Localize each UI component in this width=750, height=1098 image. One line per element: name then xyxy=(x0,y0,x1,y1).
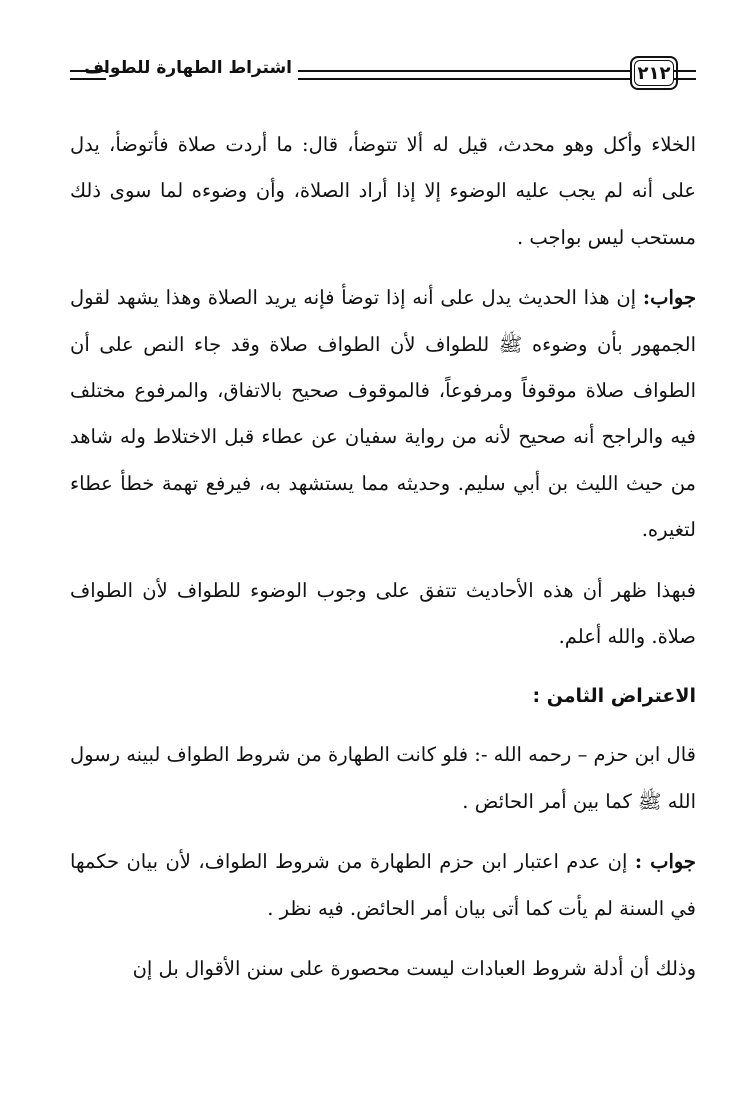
paragraph-4: قال ابن حزم – رحمه الله -: فلو كانت الطهارة من شروط الطواف لبينه رسول الله ﷺ كما بين أمر الحائض . xyxy=(70,743,696,813)
page-number: ٢١٢ xyxy=(630,56,678,90)
header-rule-right xyxy=(674,70,696,80)
answer-label-2: جواب : xyxy=(634,850,696,874)
paragraph-1: الخلاء وأكل وهو محدث، قيل له ألا تتوضأ، قال: ما أردت صلاة فأتوضأ، يدل على أنه لم يجب عليه الوضوء إلا إذا أراد الصلاة، وأن وضوءه لما سوى ذلك مستحب ليس بواجب . xyxy=(70,133,696,249)
section-heading: الاعتراض الثامن : xyxy=(532,685,696,708)
running-title: اشتراط الطهارة للطواف xyxy=(84,58,292,78)
paragraph-3: فبهذا ظهر أن هذه الأحاديث تتفق على وجوب الوضوء للطواف لأن الطواف صلاة. والله أعلم. xyxy=(70,578,696,649)
page-header xyxy=(70,56,696,96)
paragraph-5-text: إن عدم اعتبار ابن حزم الطهارة من شروط الطواف، لأن بيان حكمها في السنة لم يأت كما أتى بيان أمر الحائض. فيه نظر . xyxy=(70,850,696,920)
paragraph-6: وذلك أن أدلة شروط العبادات ليست محصورة على سنن الأقوال بل إن xyxy=(132,957,696,981)
page-body xyxy=(70,122,696,1007)
answer-label: جواب: xyxy=(642,286,696,310)
paragraph-5 xyxy=(70,839,696,932)
header-rule-middle xyxy=(298,70,630,80)
paragraph-2 xyxy=(70,275,696,553)
paragraph-2-text: إن هذا الحديث يدل على أنه إذا توضأ فإنه يريد الصلاة وهذا يشهد لقول الجمهور بأن وضوءه ﷺ للطواف لأن الطواف صلاة وقد جاء النص على أن الطواف صلاة موقوفاً ومرفوعاً، فالموقوف صحيح بالاتفاق، والمرفوع مختلف فيه والراجح أنه صحيح لأنه من رواية سفيان عن عطاء قبل الاختلاط وله شاهد من حيث الليث بن أبي سليم. وحديثه مما يستشهد به، فيرفع تهمة خطأ عطاء لتغيره. xyxy=(70,286,696,542)
